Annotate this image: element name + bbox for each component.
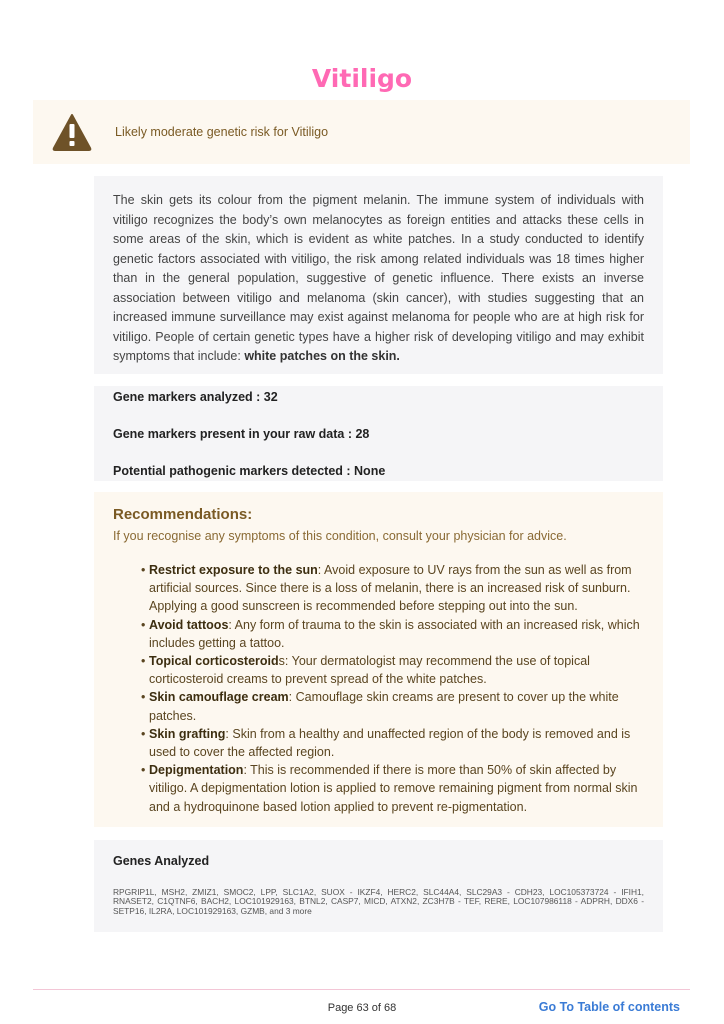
genes-heading: Genes Analyzed bbox=[113, 854, 210, 868]
markers-pathogenic: Potential pathogenic markers detected : None bbox=[113, 464, 386, 478]
recommendation-item bbox=[149, 652, 644, 688]
recommendation-item bbox=[149, 688, 644, 724]
genes-card bbox=[94, 840, 663, 932]
recommendation-title: Restrict exposure to the sun bbox=[149, 563, 318, 577]
recommendation-item bbox=[149, 761, 644, 816]
page-number: Page 63 of 68 bbox=[327, 1002, 397, 1014]
recommendation-item bbox=[149, 616, 644, 652]
recommendation-text: : Camouflage skin creams are present to cover up the white patches. bbox=[149, 690, 619, 723]
risk-label: Likely moderate genetic risk for Vitiligo bbox=[115, 125, 329, 139]
intro-paragraph bbox=[113, 191, 644, 367]
intro-card bbox=[94, 176, 663, 374]
recommendation-title: Skin grafting bbox=[149, 726, 226, 741]
intro-text: The skin gets its colour from the pigment melanin. The immune system of individuals with vitiligo recognizes the body’s own melanocytes as foreign entities and attacks these cells in some areas of the skin, which is evident as white patches. In a study conducted to identify genetic factors associated with vitiligo, the risk among related individuals was 18 times higher than in the general population, suggestive of genetic influence. There exists an inverse association between vitiligo and melanoma (skin cancer), with studies suggesting that an increased immune surveillance may exist against melanoma for people who are at high risk for vitiligo. People of certain genetic types have a higher risk of developing vitiligo and may exhibit symptoms that include: bbox=[113, 193, 644, 363]
recommendations-subtitle: If you recognise any symptoms of this condition, consult your physician for advice. bbox=[113, 529, 567, 543]
markers-analyzed: Gene markers analyzed : 32 bbox=[113, 390, 278, 404]
recommendation-item bbox=[149, 561, 644, 616]
recommendations-card bbox=[94, 492, 663, 827]
recommendation-title: Skin camouflage cream bbox=[149, 690, 289, 705]
recommendation-title: Topical corticosteroid bbox=[149, 654, 279, 669]
intro-symptoms: white patches on the skin. bbox=[244, 349, 400, 363]
page-title: Vitiligo bbox=[311, 64, 413, 93]
risk-banner bbox=[33, 100, 690, 164]
genes-list: RPGRIP1L, MSH2, ZMIZ1, SMOC2, LPP, SLC1A2, SUOX - IKZF4, HERC2, SLC44A4, SLC29A3 - CDH23, LOC105373724 - IFIH1, RNASET2, C1QTNF6, BACH2, LOC101929163, BTNL2, CASP7, MICD, ATXN2, ZC3H7B - TEF, RERE, LOC107986118 - ADPRH, DDX6 - SETP16, IL2RA, LOC101929163, GZMB, and 3 more bbox=[113, 887, 644, 916]
recommendation-title: Depigmentation bbox=[149, 763, 244, 778]
markers-card bbox=[94, 386, 663, 481]
table-of-contents-link[interactable]: Go To Table of contents bbox=[538, 1000, 680, 1014]
recommendation-text: : Avoid exposure to UV rays from the sun as well as from artificial sources. Since there is a loss of melanin, there is an increased risk of sunburn. Applying a good sunscreen is recommended before stepping out into the sun. bbox=[149, 563, 632, 614]
recommendation-text: : Any form of trauma to the skin is associated with an increased risk, which includes getting a tattoo. bbox=[149, 617, 640, 650]
recommendation-text: : This is recommended if there is more than 50% of skin affected by vitiligo. A depigmentation lotion is applied to remove remaining pigment from normal skin and a hydroquinone based lotion applied to prevent re-pigmentation. bbox=[149, 763, 638, 814]
recommendations-list bbox=[113, 561, 644, 816]
recommendation-text: : Skin from a healthy and unaffected region of the body is removed and is used to cover the affected region. bbox=[149, 726, 631, 760]
recommendation-text: s: Your dermatologist may recommend the use of topical corticosteroid creams to prevent spread of the white patches. bbox=[149, 654, 590, 687]
markers-present: Gene markers present in your raw data : 28 bbox=[113, 427, 370, 441]
warning-triangle-icon bbox=[52, 113, 92, 151]
recommendation-title: Avoid tattoos bbox=[149, 617, 229, 632]
recommendation-item bbox=[149, 725, 644, 761]
recommendations-heading: Recommendations: bbox=[113, 506, 253, 523]
footer-divider bbox=[33, 989, 690, 990]
